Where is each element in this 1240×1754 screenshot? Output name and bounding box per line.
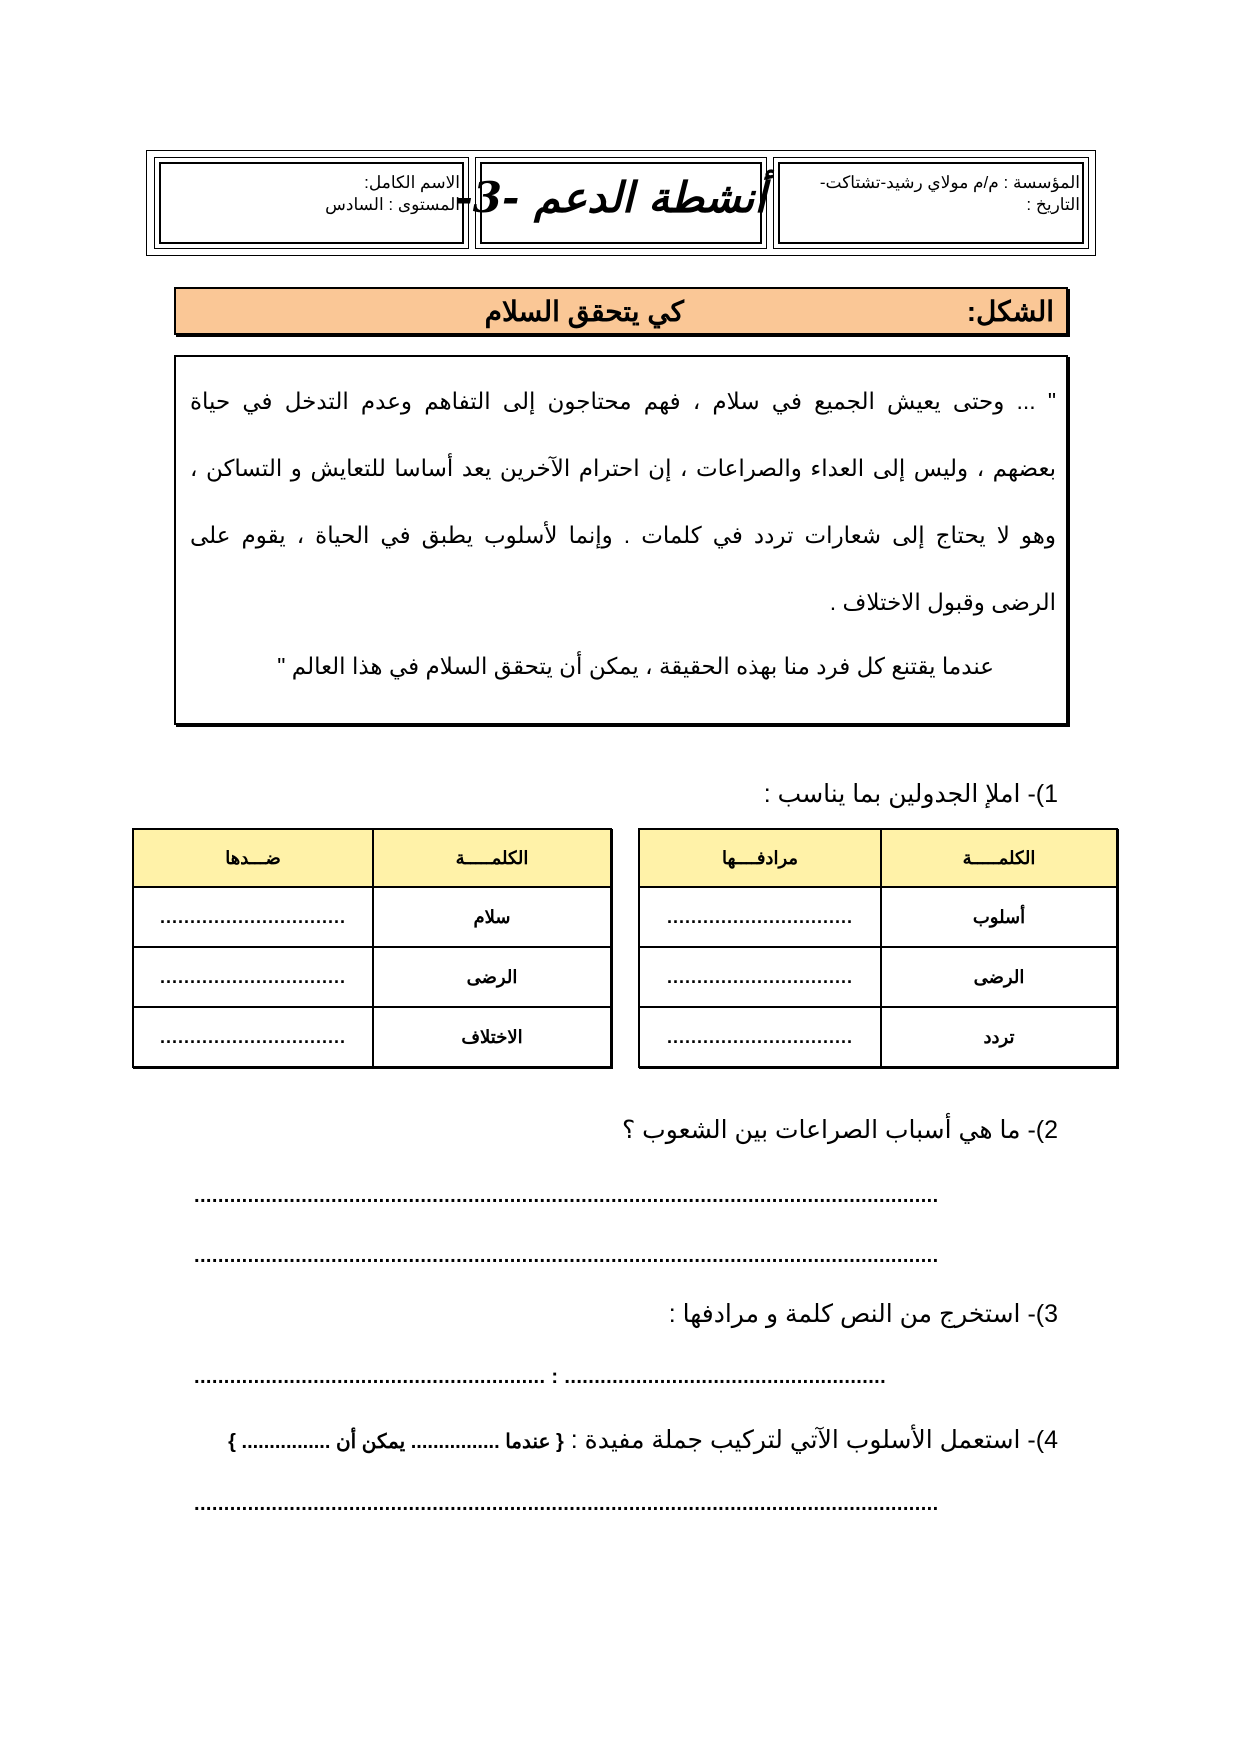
antonyms-table (132, 828, 612, 1068)
table-row (133, 1007, 611, 1067)
table-header: الكلمـــــة (373, 829, 611, 887)
title-cell (455, 157, 767, 249)
table-row (639, 1007, 1117, 1067)
word-cell: الرضى (373, 947, 611, 1007)
table-row (133, 887, 611, 947)
topic-title: كي يتحقق السلام (484, 296, 684, 327)
level-label: المستوى : السادس (325, 195, 460, 214)
text-line: الرضى وقبول الاختلاف . (829, 589, 1056, 615)
question-2: 2)- ما هي أسباب الصراعات بين الشعوب ؟ (621, 1116, 1058, 1144)
topic-bar (174, 287, 1068, 335)
answer-blank[interactable]: ............................... (133, 887, 373, 947)
full-name-label: الاسم الكامل: (364, 173, 460, 192)
word-cell: الاختلاف (373, 1007, 611, 1067)
table-row (133, 947, 611, 1007)
answer-line[interactable]: ........................................................... : ...................................................... (194, 1366, 887, 1388)
word-cell: الرضى (881, 947, 1117, 1007)
word-cell: أسلوب (881, 887, 1117, 947)
word-cell: سلام (373, 887, 611, 947)
text-line: وهو لا يحتاج إلى شعارات تردد في كلمات . وإنما لأسلوب يطبق في الحياة ، يقوم على (190, 522, 1056, 548)
answer-line[interactable]: ............................................................................................................................. (194, 1245, 939, 1267)
table-header: مرادفــــها (639, 829, 881, 887)
institution-label: المؤسسة : م/م مولاي رشيد-تشتاكت- (819, 173, 1080, 192)
question-4 (228, 1424, 1058, 1458)
text-line: بعضهم ، وليس إلى العداء والصراعات ، إن احترام الآخرين يعد أساسا للتعايش و التساكن ، (190, 455, 1056, 481)
answer-blank[interactable]: ............................... (639, 1007, 881, 1067)
table-row (639, 947, 1117, 1007)
answer-blank[interactable]: ............................... (639, 947, 881, 1007)
answer-blank[interactable]: ............................... (133, 1007, 373, 1067)
answer-line[interactable]: ............................................................................................................................. (194, 1185, 939, 1207)
answer-blank[interactable]: ............................... (639, 887, 881, 947)
table-header: ضـــدها (133, 829, 373, 887)
student-info-cell (154, 157, 469, 249)
activity-title: أنشطة الدعم -3- (455, 173, 766, 222)
date-label: التاريخ : (1026, 195, 1080, 214)
text-closing-line: عندما يقتنع كل فرد منا بهذه الحقيقة ، يمكن أن يتحقق السلام في هذا العالم " (277, 653, 994, 679)
table-row (639, 887, 1117, 947)
answer-line[interactable]: ............................................................................................................................. (194, 1493, 939, 1515)
synonyms-table (638, 828, 1118, 1068)
word-cell: تردد (881, 1007, 1117, 1067)
question-4-pattern: { عندما ................ يمكن أن ................ } (228, 1431, 564, 1453)
school-info-cell (773, 157, 1089, 249)
question-3: 3)- استخرج من النص كلمة و مرادفها : (668, 1300, 1058, 1328)
question-1: 1)- املإ الجدولين بما يناسب : (763, 780, 1058, 808)
topic-label: الشكل: (966, 296, 1054, 327)
table-header: الكلمـــــة (881, 829, 1117, 887)
question-4-prefix: 4)- استعمل الأسلوب الآتي لتركيب جملة مفيدة : (570, 1426, 1058, 1454)
reading-text-box (174, 355, 1068, 725)
answer-blank[interactable]: ............................... (133, 947, 373, 1007)
text-line: " ... وحتى يعيش الجميع في سلام ، فهم محتاجون إلى التفاهم وعدم التدخل في حياة (190, 388, 1056, 414)
header-frame (146, 150, 1096, 256)
